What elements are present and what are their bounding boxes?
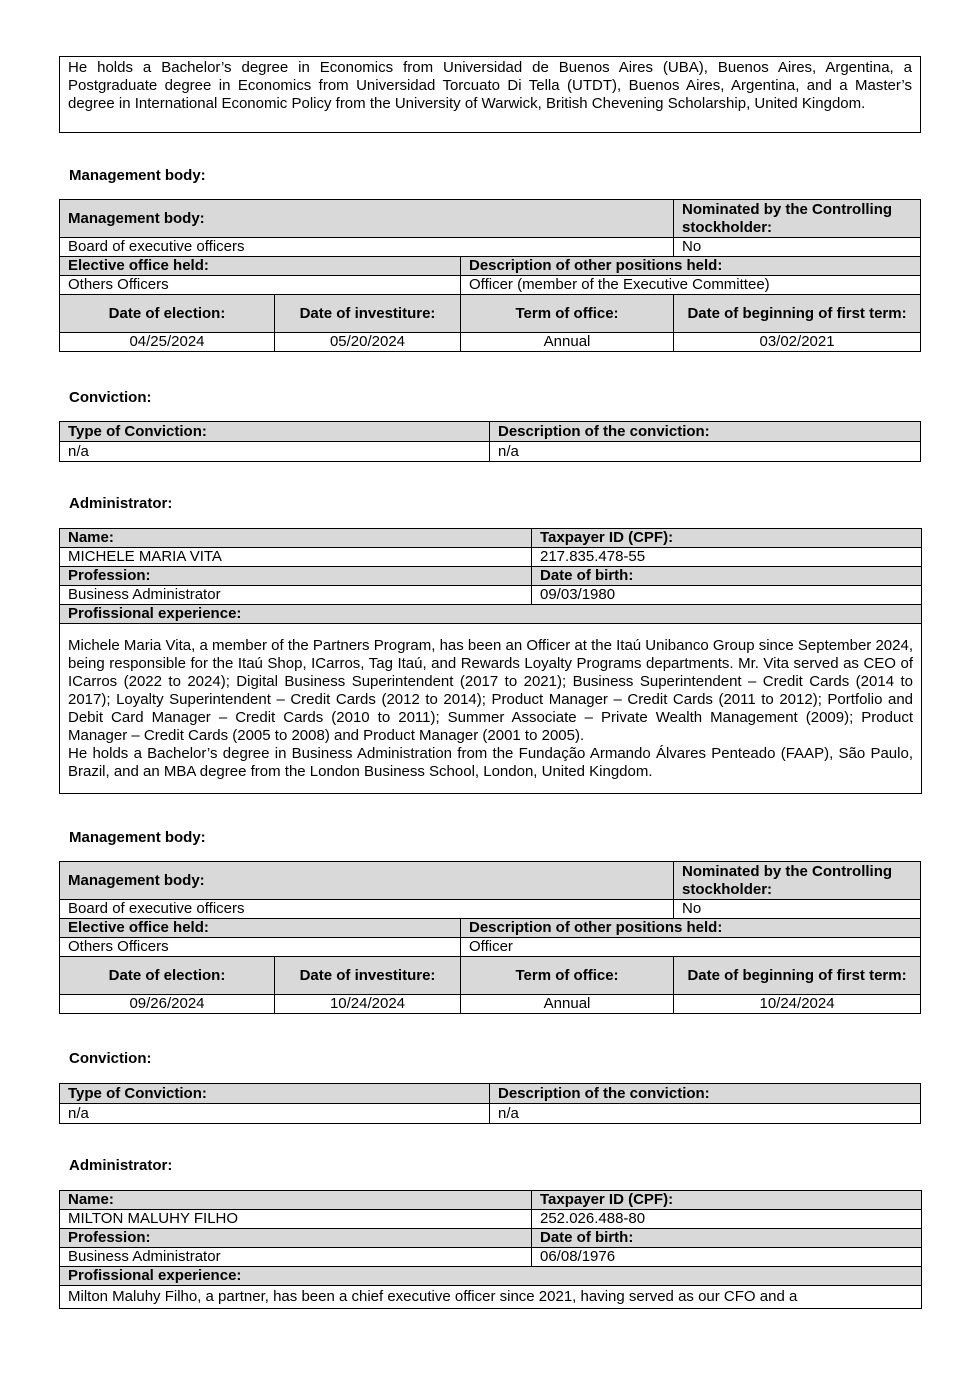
conviction-heading: Conviction:: [69, 389, 152, 406]
dob-value: 06/08/1976: [532, 1248, 922, 1267]
administrator-table: [59, 1190, 922, 1309]
taxpayer-value: 217.835.478-55: [532, 548, 922, 567]
elective-office-value: Others Officers: [60, 938, 461, 957]
profession-value: Business Administrator: [60, 586, 532, 605]
conviction-type-value: n/a: [60, 442, 490, 462]
date-investiture-label: Date of investiture:: [275, 295, 461, 333]
name-value: MICHELE MARIA VITA: [60, 548, 532, 567]
experience-text: Michele Maria Vita, a member of the Partners Program, has been an Officer at the Itaú Unibanco Group since September 2024, being responsible for the Itaú Shop, ICarros, Tag Itaú, and Rewards Loyalty Programs departments. Mr. Vita served as CEO of ICarros (2022 to 2024); Digital Business Superintendent (2017 to 2021); Business Superintendent – Credit Cards (2014 to 2017); Loyalty Superintendent – Credit Cards (2012 to 2014); Product Manager – Credit Cards (2011 to 2012); Portfolio and Debit Card Manager – Credit Cards (2010 to 2011); Summer Associate – Private Wealth Management (2009); Product Manager – Credit Cards (2005 to 2008) and Product Manager (2001 to 2005).: [68, 636, 913, 744]
nominated-label: Nominated by the Controlling stockholder:: [674, 862, 921, 900]
first-term-label: Date of beginning of first term:: [674, 957, 921, 995]
experience-education-text: He holds a Bachelor’s degree in Business Administration from the Fundação Armando Álvares Penteado (FAAP), São Paulo, Brazil, and an MBA degree from the London Business School, London, United Kingdom.: [68, 744, 913, 780]
administrator-heading: Administrator:: [69, 495, 173, 512]
management-body-table: [59, 861, 921, 1014]
profession-value: Business Administrator: [60, 1248, 532, 1267]
management-body-heading: Management body:: [69, 829, 206, 846]
taxpayer-value: 252.026.488-80: [532, 1210, 922, 1229]
experience-value: [60, 1286, 922, 1309]
management-body-value: Board of executive officers: [60, 238, 674, 257]
experience-text: Milton Maluhy Filho, a partner, has been a chief executive officer since 2021, having served as our CFO and a: [68, 1288, 798, 1305]
conviction-table: [59, 1083, 921, 1124]
conviction-table: [59, 421, 921, 462]
term-office-label: Term of office:: [461, 295, 674, 333]
elective-office-label: Elective office held:: [60, 919, 461, 938]
term-office-value: Annual: [461, 995, 674, 1014]
dob-label: Date of birth:: [532, 1229, 922, 1248]
date-election-value: 04/25/2024: [60, 333, 275, 352]
management-body-heading: Management body:: [69, 167, 206, 184]
profession-label: Profession:: [60, 1229, 532, 1248]
experience-value: [60, 624, 922, 794]
conviction-type-label: Type of Conviction:: [60, 1084, 490, 1104]
first-term-value: 10/24/2024: [674, 995, 921, 1014]
term-office-label: Term of office:: [461, 957, 674, 995]
conviction-type-value: n/a: [60, 1104, 490, 1124]
nominated-label: Nominated by the Controlling stockholder:: [674, 200, 921, 238]
name-label: Name:: [60, 529, 532, 548]
profession-label: Profession:: [60, 567, 532, 586]
elective-office-value: Others Officers: [60, 276, 461, 295]
taxpayer-label: Taxpayer ID (CPF):: [532, 529, 922, 548]
dob-label: Date of birth:: [532, 567, 922, 586]
name-value: MILTON MALUHY FILHO: [60, 1210, 532, 1229]
taxpayer-label: Taxpayer ID (CPF):: [532, 1191, 922, 1210]
nominated-value: No: [674, 238, 921, 257]
conviction-description-value: n/a: [490, 442, 921, 462]
management-body-value: Board of executive officers: [60, 900, 674, 919]
date-investiture-value: 10/24/2024: [275, 995, 461, 1014]
date-election-value: 09/26/2024: [60, 995, 275, 1014]
other-positions-label: Description of other positions held:: [461, 919, 921, 938]
management-body-label: Management body:: [60, 200, 674, 238]
conviction-heading: Conviction:: [69, 1050, 152, 1067]
administrator-heading: Administrator:: [69, 1157, 173, 1174]
education-text: He holds a Bachelor’s degree in Economics from Universidad de Buenos Aires (UBA), Buenos Aires, Argentina, a Postgraduate degree in Economics from Universidad Torcuato Di Tella (UTDT), Buenos Aires, Argentina, and a Master’s degree in International Economic Policy from the University of Warwick, British Chevening Scholarship, United Kingdom.: [68, 59, 912, 112]
first-term-label: Date of beginning of first term:: [674, 295, 921, 333]
conviction-description-value: n/a: [490, 1104, 921, 1124]
name-label: Name:: [60, 1191, 532, 1210]
experience-label: Profissional experience:: [60, 605, 922, 624]
date-investiture-value: 05/20/2024: [275, 333, 461, 352]
experience-label: Profissional experience:: [60, 1267, 922, 1286]
date-investiture-label: Date of investiture:: [275, 957, 461, 995]
conviction-description-label: Description of the conviction:: [490, 422, 921, 442]
management-body-label: Management body:: [60, 862, 674, 900]
elective-office-label: Elective office held:: [60, 257, 461, 276]
dob-value: 09/03/1980: [532, 586, 922, 605]
conviction-description-label: Description of the conviction:: [490, 1084, 921, 1104]
management-body-table: [59, 199, 921, 352]
administrator-table: [59, 528, 922, 794]
date-election-label: Date of election:: [60, 295, 275, 333]
education-paragraph-box: [59, 56, 921, 133]
conviction-type-label: Type of Conviction:: [60, 422, 490, 442]
other-positions-value: Officer: [461, 938, 921, 957]
other-positions-value: Officer (member of the Executive Committee): [461, 276, 921, 295]
term-office-value: Annual: [461, 333, 674, 352]
other-positions-label: Description of other positions held:: [461, 257, 921, 276]
nominated-value: No: [674, 900, 921, 919]
date-election-label: Date of election:: [60, 957, 275, 995]
first-term-value: 03/02/2021: [674, 333, 921, 352]
